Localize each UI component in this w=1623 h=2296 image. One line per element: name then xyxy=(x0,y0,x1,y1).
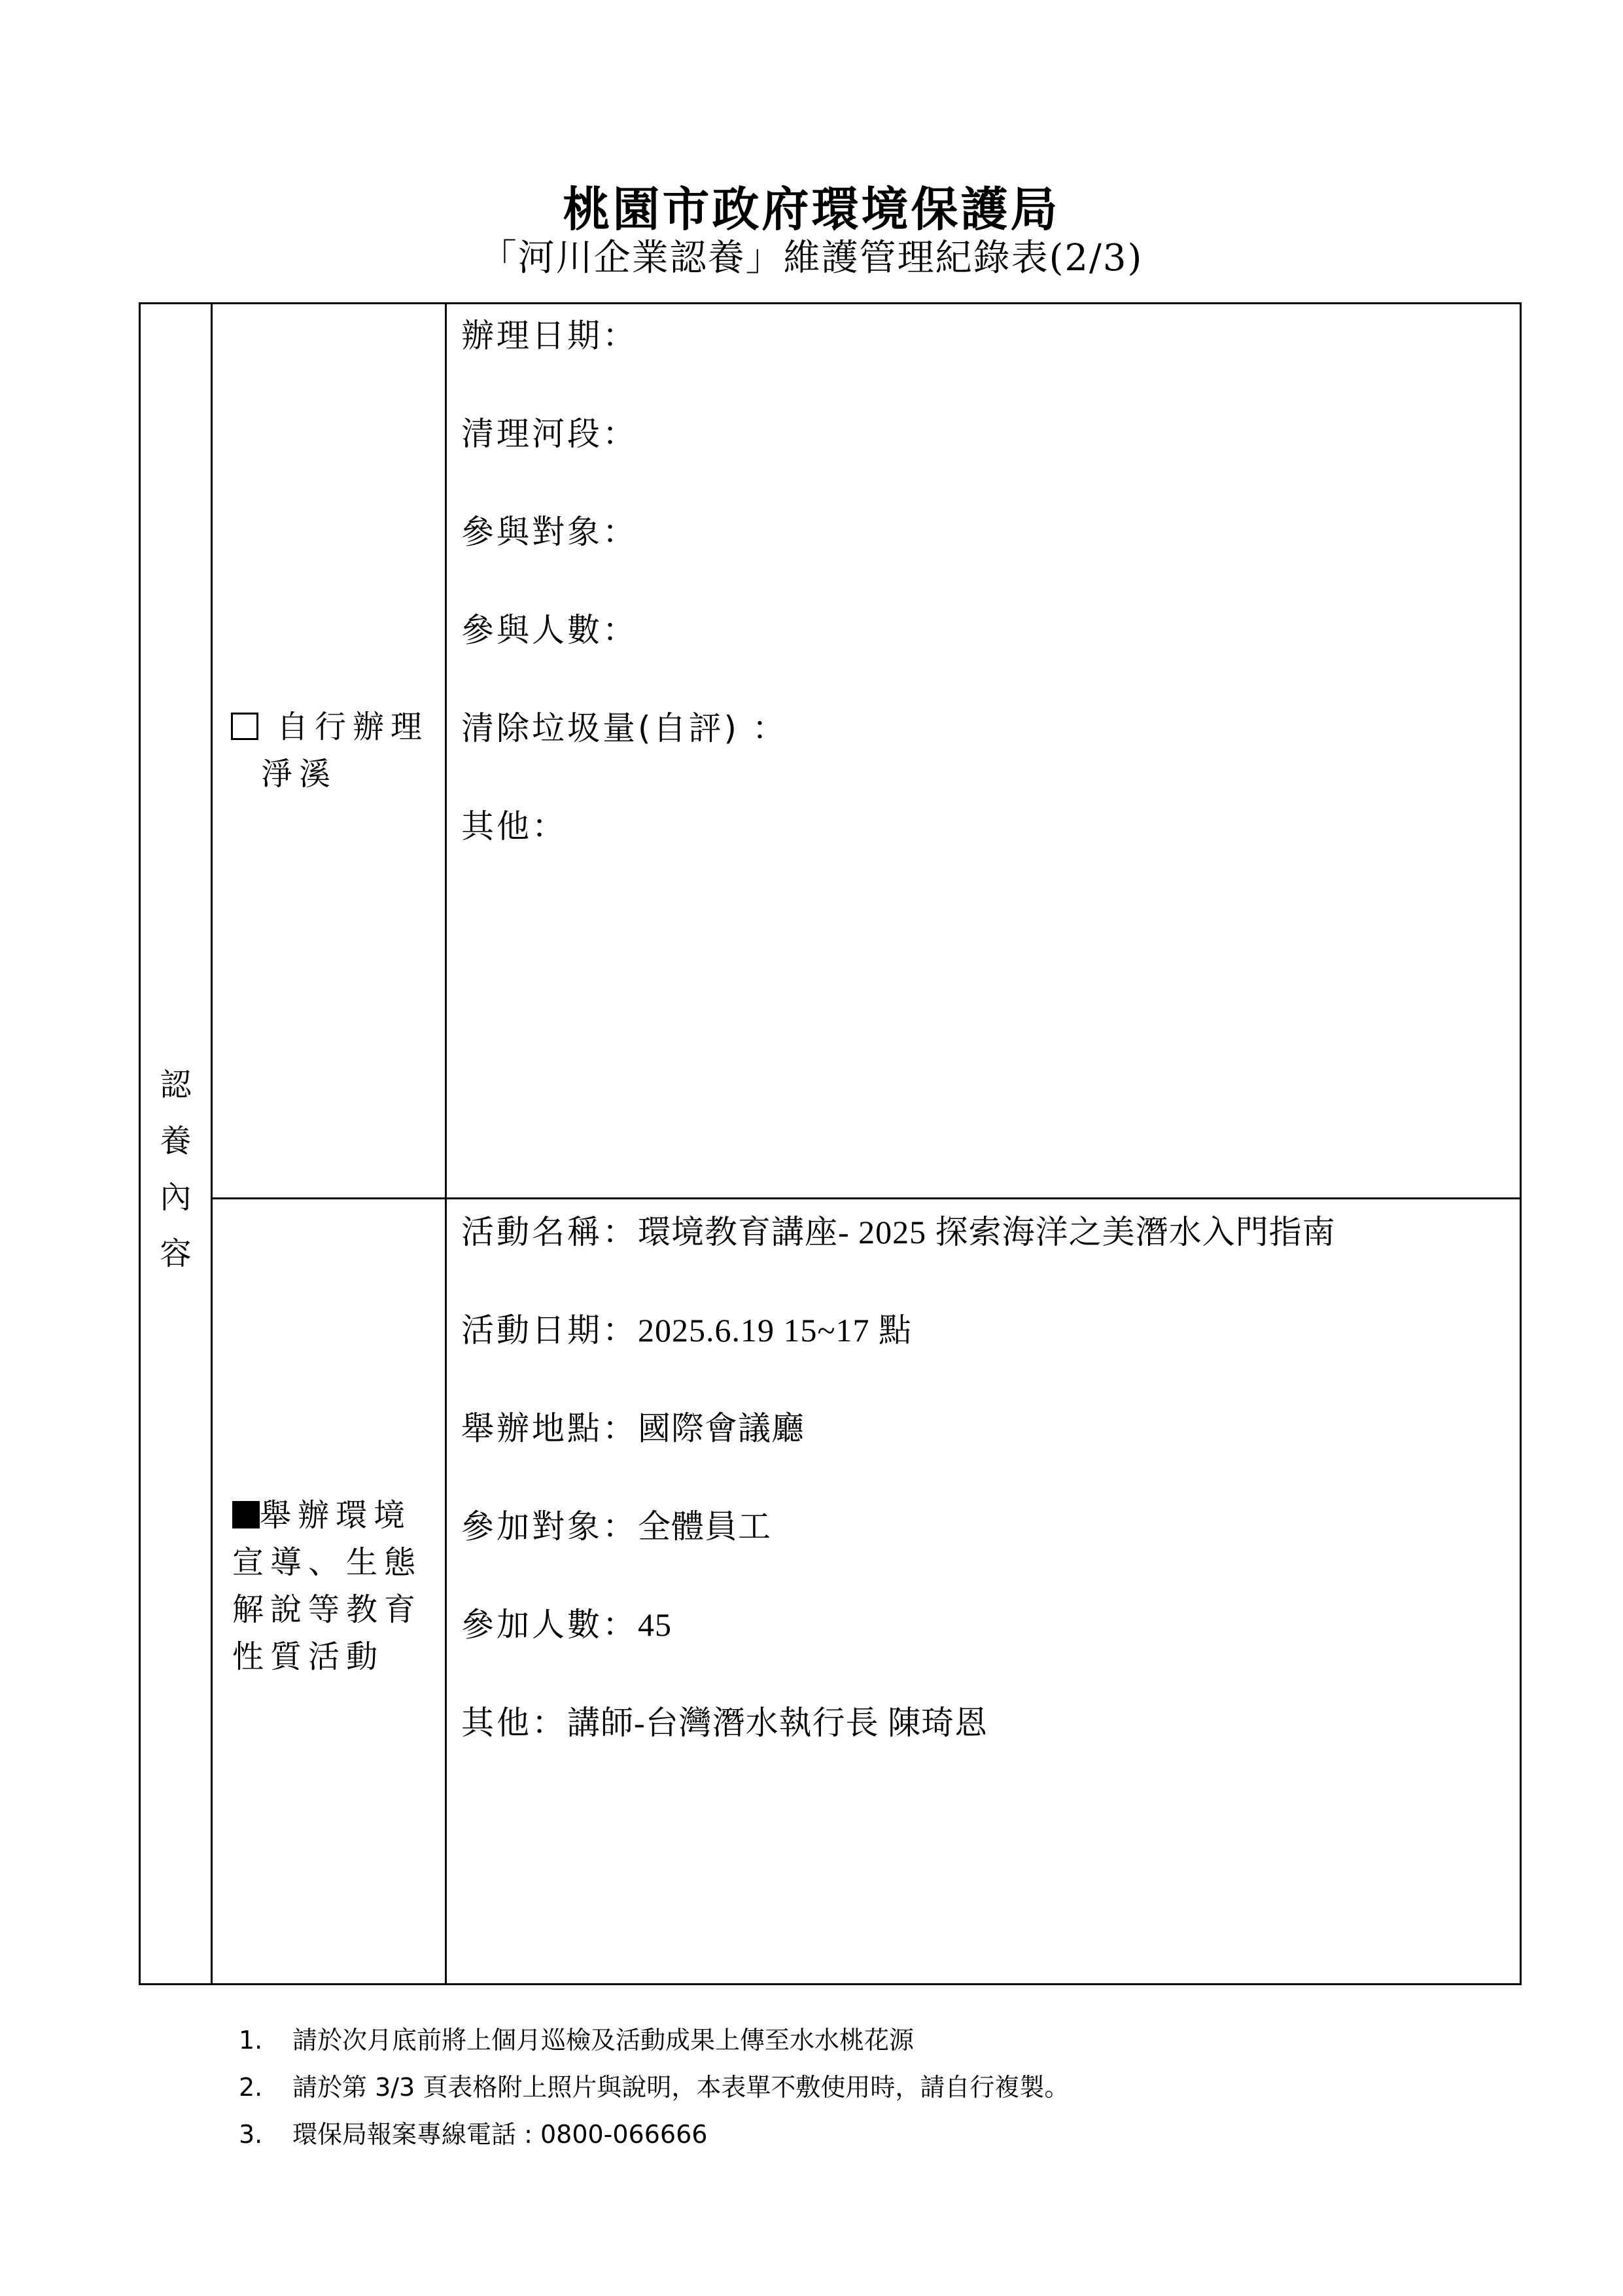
education-activity-checkbox[interactable] xyxy=(232,1501,260,1528)
category-self-cleanup xyxy=(213,703,443,798)
category-label: 性質活動 xyxy=(232,1638,385,1675)
field-label: 其他： xyxy=(461,1704,567,1742)
field-row xyxy=(461,604,1507,702)
field-row xyxy=(461,309,1507,408)
column-divider xyxy=(445,304,447,1983)
field-label: 其他： xyxy=(461,807,567,845)
field-value[interactable]: 45 xyxy=(638,1606,672,1643)
field-row xyxy=(461,702,1507,800)
field-label: 參加人數： xyxy=(461,1606,638,1644)
field-row xyxy=(461,506,1507,604)
field-label: 參加對象： xyxy=(461,1508,638,1545)
field-label: 舉辦地點： xyxy=(461,1409,638,1447)
field-value[interactable]: 講師-台灣潛水執行長 陳琦恩 xyxy=(567,1704,988,1741)
row-divider xyxy=(211,1197,1520,1199)
field-label: 活動名稱： xyxy=(461,1213,638,1251)
field-row xyxy=(461,1500,1507,1598)
section-label-char: 認 xyxy=(160,1067,192,1103)
field-row xyxy=(461,1304,1507,1402)
field-value[interactable]: 環境教育講座- 2025 探索海洋之美潛水入門指南 xyxy=(638,1214,1336,1250)
footnote-item xyxy=(239,2017,1069,2064)
section-label-char: 容 xyxy=(160,1235,192,1272)
column-divider xyxy=(211,304,213,1983)
field-value[interactable]: 國際會議廳 xyxy=(638,1410,805,1447)
footnote-text: 請於第 3/3 頁表格附上照片與說明，本表單不敷使用時，請自行複製。 xyxy=(292,2073,1070,2102)
section-label-adoption-content xyxy=(141,1057,211,1282)
footnote-number: 1. xyxy=(239,2026,263,2055)
field-row xyxy=(461,408,1507,506)
footnote-text: 請於次月底前將上個月巡檢及活動成果上傳至水水桃花源 xyxy=(292,2026,915,2055)
footnote-number: 2. xyxy=(239,2073,263,2102)
field-label: 活動日期： xyxy=(461,1311,638,1349)
field-value[interactable]: 2025.6.19 15~17 點 xyxy=(638,1312,913,1349)
footnote-number: 3. xyxy=(239,2120,263,2149)
field-value[interactable]: 全體員工 xyxy=(638,1508,771,1545)
section-label-char: 內 xyxy=(160,1179,192,1216)
section-label-char: 養 xyxy=(160,1123,192,1159)
field-label: 清理河段： xyxy=(461,415,638,453)
field-row xyxy=(461,800,1507,898)
field-row xyxy=(461,1598,1507,1697)
page-subtitle: 「河川企業認養」維護管理紀錄表(2/3) xyxy=(480,237,1143,279)
footnotes xyxy=(239,2017,1069,2158)
field-label: 參與對象： xyxy=(461,513,638,551)
field-row xyxy=(461,1206,1507,1304)
footnote-item xyxy=(239,2111,1069,2158)
category-label: 自行辦理 xyxy=(277,709,429,745)
field-row xyxy=(461,1697,1507,1795)
field-label: 辦理日期： xyxy=(461,317,638,355)
page-title: 桃園市政府環境保護局 xyxy=(563,181,1060,237)
self-cleanup-fields xyxy=(461,309,1507,898)
category-label: 解說等教育 xyxy=(232,1591,423,1628)
record-form-table xyxy=(139,302,1522,1985)
footnote-text: 環保局報案專線電話 : 0800-066666 xyxy=(292,2120,708,2149)
category-education-activity xyxy=(213,1492,443,1680)
education-activity-fields xyxy=(461,1206,1507,1795)
category-label: 淨溪 xyxy=(261,756,338,792)
category-label: 宣導、生態 xyxy=(232,1544,423,1581)
field-row xyxy=(461,1402,1507,1500)
category-label: 舉辦環境 xyxy=(260,1497,412,1534)
footnote-item xyxy=(239,2064,1069,2111)
field-label: 參與人數： xyxy=(461,611,638,649)
field-label: 清除垃圾量(自評) ： xyxy=(461,709,788,747)
self-cleanup-checkbox[interactable] xyxy=(231,713,258,740)
